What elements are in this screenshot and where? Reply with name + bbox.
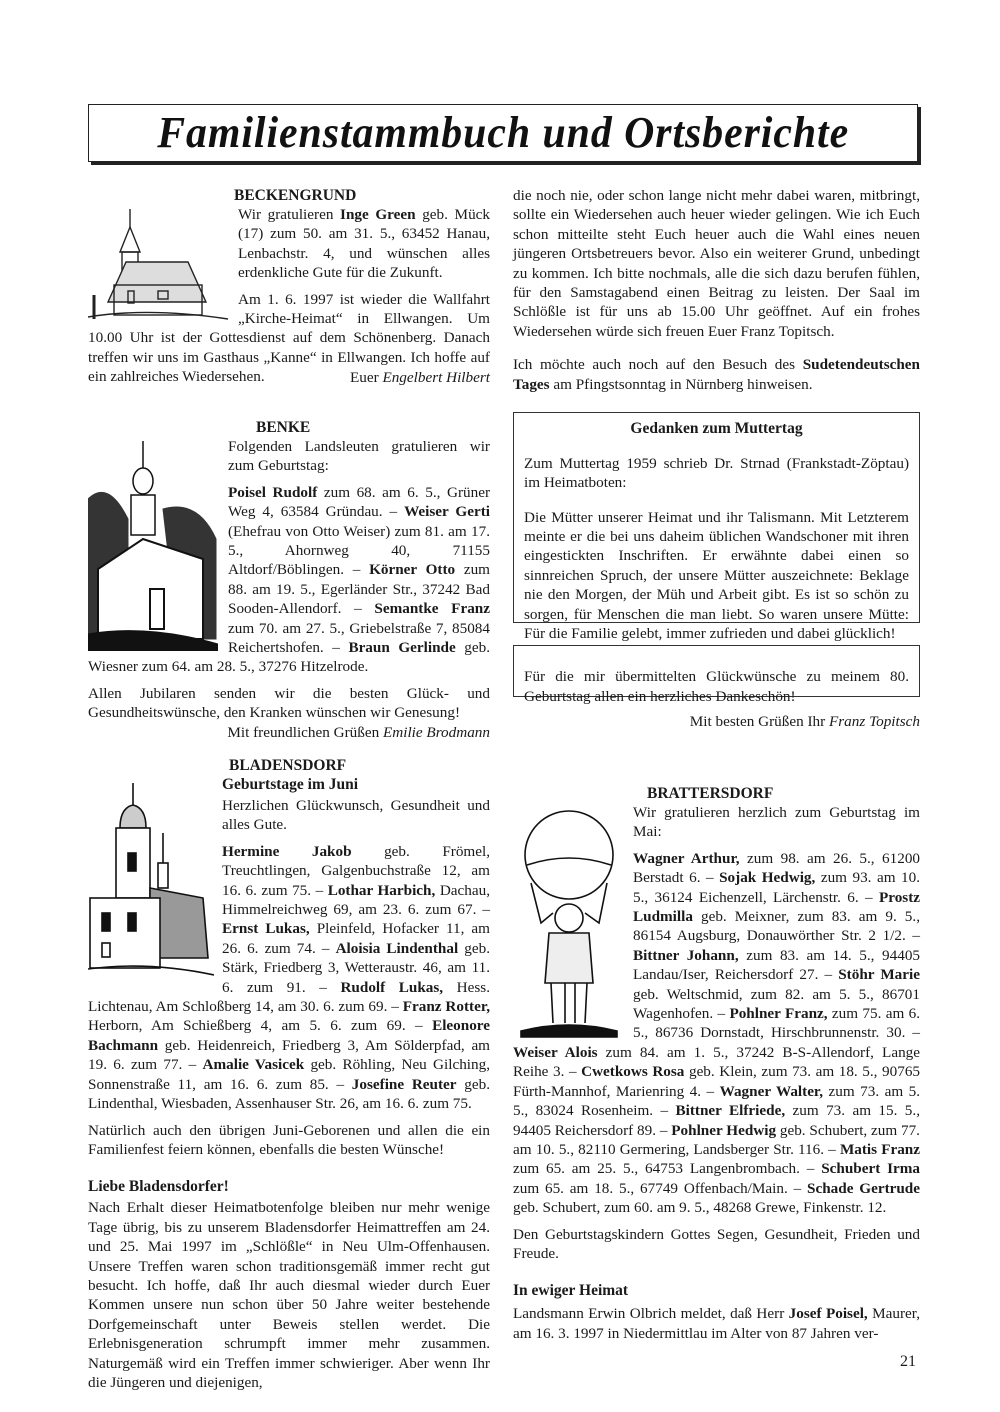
bold-name: Bittner Johann,	[633, 946, 739, 964]
thanks-signature	[513, 712, 920, 731]
text-run: die noch nie, oder schon lange nicht mehr dabei waren, mitbringt, sollte ein Wiedersehen auch heuer wieder gelingen. Wie ich Euch schon mitteilte steht Euch heuer auch die Wahl eines neuen jüngeren Ortsbetreuers bevor. Also ein weiterer Grund, unbedingt zu kommen. Ich bitte nochmals, alle die sich dazu berufen fühlen, für den Samstagabend einen Beitrag zu leisten. Der Saal im Schlößle ist für uns ab 15.00 Uhr geöffnet. Auf ein frohes Wiedersehen würde sich freuen Euer Franz Topitsch.	[513, 187, 920, 340]
text-run: Den Geburtstagskindern Gottes Segen, Gesundheit, Frieden und Freude.	[513, 1225, 920, 1262]
section-subheading: Geburtstage im Juni	[222, 776, 359, 793]
text-run: Herborn, Am Schießberg 4, am 5. 6. zum 69. –	[88, 1017, 433, 1035]
section-heading: BENKE	[256, 419, 311, 436]
paragraph	[513, 355, 920, 394]
letter-heading: Liebe Bladensdorfer!	[88, 1178, 229, 1196]
text-run: zum 65. am 25. 5., 64753 Langenbrombach. –	[513, 1160, 822, 1178]
paragraph	[88, 684, 490, 723]
letter-body-continued	[513, 186, 920, 394]
text-run: Pleinfeld, Hofacker 11, am 26. 6. zum 74. –	[222, 920, 490, 957]
bold-name: Braun Gerlinde	[348, 639, 456, 657]
italic-name: Emilie Brodmann	[382, 723, 490, 741]
text-run: geb. Klein, zum 73. am 18. 5., 90765 Fürth-Mannhof, Marienring 4. –	[513, 1063, 921, 1100]
text-run: Euer	[349, 368, 383, 386]
section-bladensdorf-continued	[513, 186, 920, 408]
text-run: geb. Stärk, Friedberg 3, Wetteraustr. 46, am 11. 6. zum 91. –	[222, 939, 490, 996]
bold-name: Schubert Irma	[821, 1160, 920, 1178]
text-run: geb. Lindenthal, Wiesbaden, Assenhauser Str. 26, am 16. 6. zum 75.	[88, 1075, 490, 1113]
text-run: geb. Schubert, zum 77. am 10. 5., 82110 Germering, Landsberger Str. 116. –	[513, 1121, 920, 1158]
text-run: geb. Mück (17) zum 50. am 31. 5., 63452 Hanau, Lenbachstr. 4, und wünschen alles erdenkliche Gute für die Zukunft.	[238, 206, 490, 282]
text-run: Wir gratulieren herzlich zum Geburtstag im Mai:	[633, 804, 920, 841]
bold-name: Matis Franz	[839, 1140, 920, 1158]
page-title-banner	[88, 104, 918, 162]
text-run: Ich möchte auch noch auf den Besuch des	[513, 356, 803, 374]
bold-name: Inge Green	[340, 206, 416, 223]
text-run: Natürlich auch den übrigen Juni-Geborenen und allen die ein Familienfest feiern können, ebenfalls die besten Wünsche!	[88, 1121, 490, 1158]
bold-name: Josefine Reuter	[351, 1075, 457, 1093]
text-run: Dachau, Himmelreichweg 69, am 23. 6. zum 67. –	[222, 881, 490, 919]
bold-name: Eleonore Bachmann	[88, 1017, 490, 1054]
page-number: 21	[900, 1353, 916, 1370]
italic-name: Engelbert Hilbert	[382, 368, 490, 386]
text-run: zum 88. am 19. 5., Egerländer Str., 37242 Bad Sooden-Allendorf. –	[228, 561, 490, 618]
bold-name: Schade Gertrude	[807, 1179, 920, 1197]
paragraph	[524, 508, 909, 644]
paragraph	[524, 454, 909, 493]
text-run: zum 93. am 10. 5., 36124 Eichenzell, Lärchenstr. 6. –	[633, 869, 920, 906]
bold-name: Pohlner Hedwig	[671, 1121, 777, 1139]
text-run: Zum Muttertag 1959 schrieb Dr. Strnad (Frankstadt-Zöptau) im Heimatboten:	[524, 454, 909, 491]
text-run: zum 98. am 26. 5., 61200 Berstadt 6. –	[633, 849, 921, 887]
paragraph	[524, 667, 909, 706]
text-run: geb. Röhling, Neu Gilching, Sonnenstraße 11, am 16. 6. zum 85. –	[88, 1056, 491, 1093]
text-run: zum 73. am 5. 5., 83024 Rosenheim. –	[513, 1082, 920, 1120]
text-run: zum 75. am 6. 5., 86736 Dornstadt, Hirschbrunnenstr. 30. –	[633, 1005, 920, 1042]
bold-name: Wagner Arthur,	[633, 849, 740, 867]
text-run: Mit freundlichen Grüßen	[227, 723, 383, 741]
text-run: Mit besten Grüßen Ihr	[689, 713, 829, 730]
text-run: Maurer, am 16. 3. 1997 in Niedermittlau im Alter von 87 Jahren ver-	[513, 1305, 921, 1342]
section-benke	[88, 418, 490, 742]
bold-name: Lothar Harbich,	[327, 881, 436, 899]
box-body	[524, 454, 909, 644]
section-heading: BLADENSDORF	[229, 757, 347, 774]
text-run: geb. Weltschmid, zum 82. am 5. 5., 86701 Wagenhofen. –	[633, 985, 920, 1023]
signature	[88, 723, 490, 742]
bold-name: Poisel Rudolf	[228, 483, 318, 501]
paragraph	[88, 1121, 490, 1160]
bold-name: Aloisia Lindenthal	[335, 939, 459, 957]
text-run: (Ehefrau von Otto Weiser) zum 81. am 17. 5., Ahornweg 40, 71155 Altdorf/Böblingen. –	[228, 522, 490, 579]
bold-name: Sudetendeutschen Tages	[513, 356, 920, 393]
bold-name: Josef Poisel,	[788, 1305, 868, 1323]
bold-name: Rudolf Lukas,	[340, 978, 444, 996]
text-run: zum 73. am 15. 5., 94405 Reichersdorf 89. –	[513, 1102, 920, 1139]
bold-name: Stöhr Marie	[838, 966, 920, 984]
text-run: geb. Frömel, Treuchtlingen, Galgenbuchstraße 12, am 16. 6. zum 75. –	[222, 842, 490, 899]
muttertag-box	[513, 412, 920, 643]
text-run: Wir gratulieren	[238, 206, 341, 223]
paragraph	[88, 1198, 490, 1392]
text-run: Allen Jubilaren senden wir die besten Glück- und Gesundheitswünsche, den Kranken wünschen wir Genesung!	[88, 684, 490, 722]
text-run: zum 68. am 6. 5., Grüner Weg 4, 63584 Gründau. –	[228, 483, 490, 521]
text-run: zum 65. am 18. 5., 67749 Offenbach/Main. –	[513, 1179, 808, 1197]
thanks-box	[513, 645, 920, 705]
section-beckengrund	[88, 186, 490, 387]
text-run: am Pfingstsonntag in Nürnberg hinweisen.	[549, 375, 813, 393]
italic-name: Franz Topitsch	[828, 713, 920, 730]
box-body	[524, 667, 909, 706]
paragraph	[513, 1225, 920, 1264]
section-heading: BRATTERSDORF	[647, 785, 774, 802]
bold-name: Sojak Hedwig,	[719, 869, 816, 887]
bold-name: Franz Rotter,	[402, 998, 490, 1016]
text-run: geb. Meixner, zum 83. am 9. 5., 86154 Augsburg, Donauwörther Str. 2 1/2. –	[633, 908, 920, 945]
text-run: Die Mütter unserer Heimat und ihr Talismann. Mit Letzterem meinte er die bei uns daheim üblichen Wandschoner mit ihren eingestickten Inschriften. Er erwähnte dabei einen so sinnreichen Spruch, der unsere Mütter auszeichnete: Beklage nie den Morgen, der Müh und Arbeit gibt. Es ist so schön zu sorgen, für Menschen die man liebt. So waren unsere Mütte: Für die Familie gelebt, immer zufrieden und dabei glücklich!	[524, 508, 909, 643]
text-run: zum 84. am 1. 5., 37242 B-S-Allendorf, Lange Reihe 3. –	[513, 1043, 921, 1081]
section-heading: BECKENGRUND	[234, 187, 357, 204]
text-run: Hess. Lichtenau, Am Schloßberg 14, am 30. 6. zum 69. –	[88, 978, 491, 1016]
text-run: geb. Wiesner zum 64. am 28. 5., 37276 Hitzelrode.	[88, 639, 490, 676]
chapel-illustration	[88, 439, 218, 651]
bold-name: Semantke Franz	[374, 600, 490, 618]
bold-name: Prostz Ludmilla	[633, 888, 920, 926]
letter-body	[88, 1198, 490, 1392]
chapel-illustration	[88, 207, 230, 327]
bold-name: Hermine Jakob	[222, 842, 352, 860]
paragraph	[513, 186, 920, 341]
text-run: Landsmann Erwin Olbrich meldet, daß Herr	[513, 1305, 789, 1323]
bold-name: Wagner Walter,	[719, 1082, 824, 1100]
obituary-heading: In ewiger Heimat	[513, 1282, 629, 1300]
atlas-statue-illustration	[513, 803, 625, 1039]
page-title: Familienstammbuch und Ortsberichte	[157, 108, 849, 158]
bold-name: Bittner Elfriede,	[675, 1102, 786, 1120]
paragraph	[513, 1304, 920, 1343]
bold-name: Ernst Lukas,	[222, 920, 310, 938]
bold-name: Weiser Gerti	[404, 503, 491, 521]
text-run: Nach Erhalt dieser Heimatbotenfolge bleiben nur mehr wenige Tage übrig, bis zu unserem Bladensdorfer Heimattreffen am 24. und 25. Mai 1997 im „Schlößle“ in Neu Ulm-Offenhausen. Unsere Treffen waren schon traditionsgemäß immer recht gut besucht. Ich hoffe, daß Ihr auch diesmal wieder durch Euer Kommen unsere nun schon über 50 Jahre weiter bestehende Dorfgemeinschaft unter Beweis stellen werdet. Die Erlebnisgeneration schrumpft immer mehr zusammen. Naturgemäß wird ein Treffen immer schwieriger. Aber wenn Ihr die Jüngeren und diejenigen,	[88, 1199, 490, 1391]
text-run: Herzlichen Glückwunsch, Gesundheit und alles Gute.	[222, 797, 490, 834]
section-bladensdorf	[88, 756, 490, 1399]
obituary-body	[513, 1304, 920, 1343]
bold-name: Cwetkows Rosa	[581, 1063, 685, 1081]
text-run: Für die mir übermittelten Glückwünsche zu meinem 80. Geburtstag allen ein herzliches Dankeschön!	[524, 668, 909, 705]
box-heading: Gedanken zum Muttertag	[630, 420, 803, 437]
text-run: geb. Schubert, zum 60. am 9. 5., 48268 Grewe, Finkenstr. 12.	[513, 1199, 887, 1217]
text-run: zum 83. am 14. 5., 94405 Landau/Iser, Reichersdorf 27. –	[633, 946, 921, 984]
church-illustration	[88, 783, 214, 979]
bold-name: Weiser Alois	[513, 1043, 598, 1061]
section-brattersdorf	[513, 784, 920, 1350]
bold-name: Körner Otto	[369, 561, 456, 579]
text-run: zum 70. am 27. 5., Griebelstraße 7, 85084 Reichertshofen. –	[228, 619, 490, 657]
bold-name: Amalie Vasicek	[202, 1056, 305, 1074]
bold-name: Pohlner Franz,	[729, 1005, 828, 1023]
text-run: Am 1. 6. 1997 ist wieder die Wallfahrt „Kirche-Heimat“ in Ellwangen. Um 10.00 Uhr ist der Gottesdienst auf dem Schönenberg. Danach treffen wir uns im Gasthaus „Kanne“ in Ellwangen. Ich hoffe auf ein zahlreiches Wiedersehen.	[88, 290, 490, 386]
text-run: geb. Heidenreich, Friedberg 3, Am Sölderpfad, am 19. 6. zum 77. –	[88, 1036, 490, 1074]
text-run: Folgenden Landsleuten gratulieren wir zum Geburtstag:	[228, 438, 490, 475]
